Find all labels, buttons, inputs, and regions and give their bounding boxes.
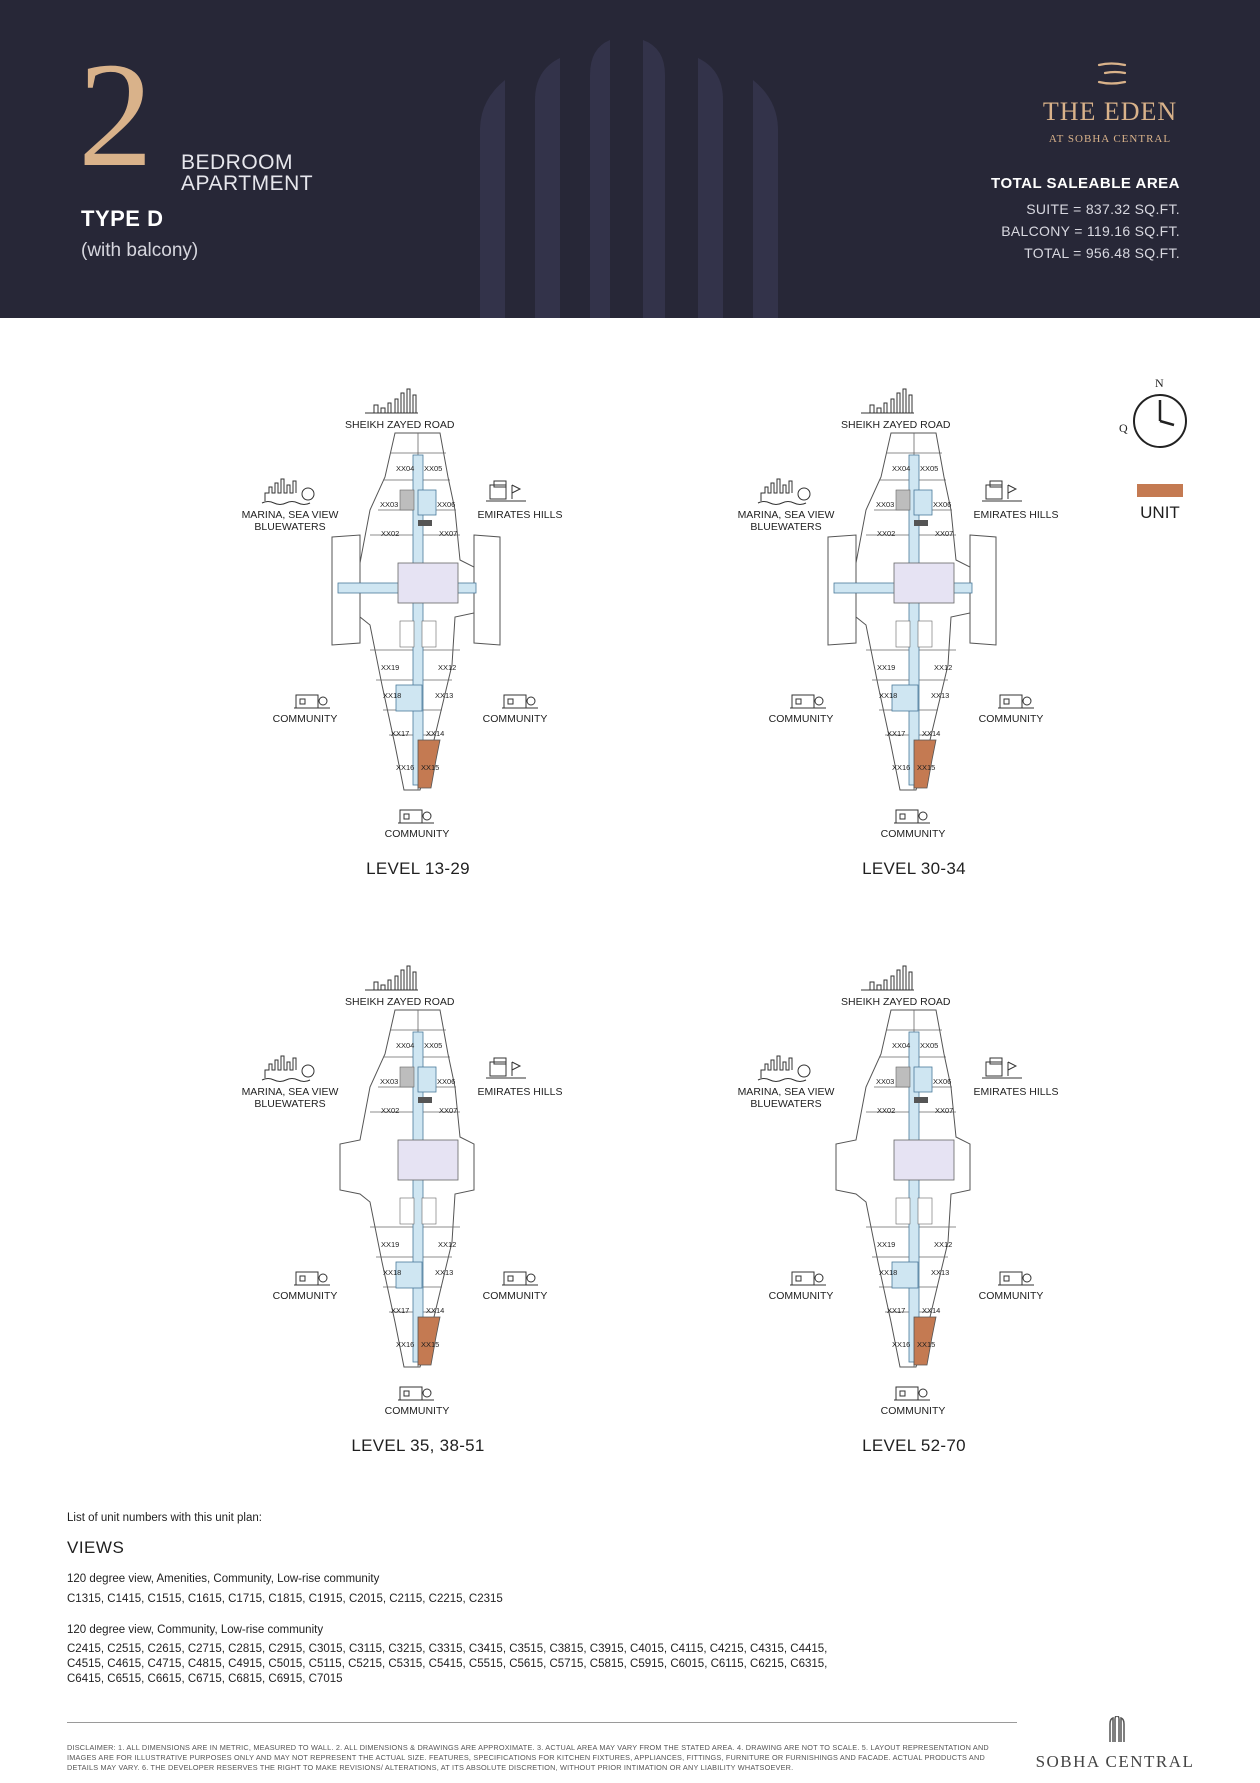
- header-banner: [0, 0, 1260, 318]
- label-emirates-hills: EMIRATES HILLS: [477, 1086, 563, 1098]
- unit-label: XX14: [922, 729, 941, 738]
- marina-city-icon: [262, 1056, 314, 1082]
- disclaimer: DISCLAIMER: 1. ALL DIMENSIONS ARE IN METRIC, MEASURED TO WALL. 2. ALL DIMENSIONS & DRAWINGS ARE APPROXIMATE. 3. ACTUAL AREA MAY VARY FROM THE STATED AREA. 4. DRAWING ARE NOT TO SCALE. 5. LAYOUT REPRESENTATION AND IMAGES ARE FOR ILLUSTRATIVE PURPOSES ONLY AND MAY NOT REPRESENT THE ACTUAL SIZE. FEATURES, SPECIFICATIONS FOR KITCHEN FIXTURES, APPLIANCES, FITTINGS, FURNITURE OR FURNISHINGS AND FACADE. ACTUAL PRODUCTS AND DETAILS MAY VARY. 6. THE DEVELOPER RESERVES THE RIGHT TO MAKE REVISIONS/ ALTERATIONS, AT ITS ABSOLUTE DISCRETION, WITHOUT PRIOR INTIMATION OR ANY LIABILITY WHATSOEVER.: [67, 1743, 989, 1772]
- label-bluewaters: BLUEWATERS: [750, 521, 822, 533]
- view-group-title: 120 degree view, Amenities, Community, Low-rise community: [67, 1573, 380, 1585]
- unit-label: XX03: [380, 1077, 399, 1086]
- label-sheikh-zayed-road: SHEIKH ZAYED ROAD: [345, 419, 455, 431]
- community-icon-left: [790, 1272, 826, 1285]
- unit-label: XX04: [892, 1041, 911, 1050]
- emirates-hills-icon: [486, 1058, 526, 1078]
- unit-label: XX02: [877, 1106, 896, 1115]
- unit-label: XX03: [876, 500, 895, 509]
- unit-label: XX06: [933, 1077, 952, 1086]
- unit-label: XX19: [381, 663, 400, 672]
- unit-label: XX17: [887, 1306, 906, 1315]
- unit-label: XX15: [917, 1340, 936, 1349]
- unit-label: XX16: [892, 1340, 911, 1349]
- unit-label: XX12: [438, 663, 457, 672]
- unit-list-intro: List of unit numbers with this unit plan:: [67, 1512, 262, 1524]
- community-icon-right: [502, 1272, 538, 1285]
- floor-plan-2: [686, 385, 1086, 905]
- unit-label: XX19: [877, 1240, 896, 1249]
- unit-label: XX04: [892, 464, 911, 473]
- unit-label: XX02: [381, 1106, 400, 1115]
- unit-label: XX16: [396, 763, 415, 772]
- view-group-units: C1315, C1415, C1515, C1615, C1715, C1815, C1915, C2015, C2115, C2215, C2315: [67, 1593, 503, 1605]
- community-icon-right: [502, 695, 538, 708]
- community-icon-bottom: [398, 810, 434, 823]
- level-title: LEVEL 35, 38-51: [351, 1436, 485, 1455]
- community-icon-left: [294, 695, 330, 708]
- unit-label: XX06: [437, 1077, 456, 1086]
- skyline-icon: [365, 966, 418, 990]
- label-community-bottom: COMMUNITY: [384, 1405, 450, 1417]
- label-community-right: COMMUNITY: [482, 713, 548, 725]
- unit-label: XX19: [877, 663, 896, 672]
- label-community-bottom: COMMUNITY: [384, 828, 450, 840]
- floor-plan-drawing: [190, 385, 590, 905]
- compass-north-letter: N: [1155, 376, 1164, 390]
- skyline-icon: [861, 389, 914, 413]
- marina-city-icon: [262, 479, 314, 505]
- floor-plan-drawing: [190, 962, 590, 1482]
- unit-label: XX06: [933, 500, 952, 509]
- area-suite: SUITE = 837.32 SQ.FT.: [1026, 201, 1180, 217]
- compass: [1118, 376, 1193, 461]
- unit-label: XX07: [935, 1106, 954, 1115]
- emirates-hills-icon: [982, 481, 1022, 501]
- community-icon-left: [790, 695, 826, 708]
- unit-label: XX16: [396, 1340, 415, 1349]
- unit-label: XX17: [887, 729, 906, 738]
- views-title: VIEWS: [67, 1538, 125, 1557]
- unit-label: XX05: [920, 464, 939, 473]
- marina-city-icon: [758, 1056, 810, 1082]
- floor-plan-drawing: [686, 962, 1086, 1482]
- emirates-hills-icon: [486, 481, 526, 501]
- label-marina-sea-view: MARINA, SEA VIEW: [737, 1086, 835, 1098]
- label-marina-sea-view: MARINA, SEA VIEW: [241, 1086, 339, 1098]
- label-community-left: COMMUNITY: [768, 1290, 834, 1302]
- area-title: TOTAL SALEABLE AREA: [991, 175, 1180, 192]
- label-community-left: COMMUNITY: [272, 713, 338, 725]
- marina-city-icon: [758, 479, 810, 505]
- label-community-right: COMMUNITY: [978, 713, 1044, 725]
- unit-label: XX07: [439, 1106, 458, 1115]
- floor-plan-1: [190, 385, 590, 905]
- unit-label: XX14: [426, 729, 445, 738]
- unit-label: XX13: [435, 1268, 454, 1277]
- unit-label: XX18: [383, 691, 402, 700]
- label-community-right: COMMUNITY: [978, 1290, 1044, 1302]
- unit-label: XX13: [931, 691, 950, 700]
- unit-label: XX02: [877, 529, 896, 538]
- unit-label: XX18: [879, 1268, 898, 1277]
- unit-type: TYPE D: [81, 206, 164, 231]
- label-bluewaters: BLUEWATERS: [750, 1098, 822, 1110]
- unit-label: XX19: [381, 1240, 400, 1249]
- level-title: LEVEL 30-34: [862, 859, 966, 878]
- unit-label: XX14: [922, 1306, 941, 1315]
- floor-plan-4: [686, 962, 1086, 1482]
- label-emirates-hills: EMIRATES HILLS: [973, 509, 1059, 521]
- label-sheikh-zayed-road: SHEIKH ZAYED ROAD: [841, 996, 951, 1008]
- unit-label: XX18: [383, 1268, 402, 1277]
- floor-plan-3: [190, 962, 590, 1482]
- unit-label: XX14: [426, 1306, 445, 1315]
- unit-label: XX07: [439, 529, 458, 538]
- sobha-logo-icon: [1108, 1716, 1126, 1742]
- view-group-title: 120 degree view, Community, Low-rise community: [67, 1624, 324, 1636]
- label-marina-sea-view: MARINA, SEA VIEW: [737, 509, 835, 521]
- label-community-left: COMMUNITY: [272, 1290, 338, 1302]
- label-marina-sea-view: MARINA, SEA VIEW: [241, 509, 339, 521]
- unit-label: XX04: [396, 1041, 415, 1050]
- compass-icon: [1118, 376, 1193, 456]
- area-total: TOTAL = 956.48 SQ.FT.: [1024, 245, 1180, 261]
- unit-label: XX13: [931, 1268, 950, 1277]
- community-icon-bottom: [398, 1387, 434, 1400]
- unit-label: XX04: [396, 464, 415, 473]
- unit-label: XX06: [437, 500, 456, 509]
- unit-label: XX15: [421, 763, 440, 772]
- unit-label: XX03: [380, 500, 399, 509]
- unit-label: XX12: [934, 1240, 953, 1249]
- skyline-icon: [365, 389, 418, 413]
- label-emirates-hills: EMIRATES HILLS: [477, 509, 563, 521]
- building-arches-graphic: [480, 40, 780, 318]
- unit-label: XX02: [381, 529, 400, 538]
- unit-label: XX17: [391, 1306, 410, 1315]
- community-icon-right: [998, 695, 1034, 708]
- compass-west-letter: Q: [1119, 421, 1128, 435]
- level-title: LEVEL 13-29: [366, 859, 470, 878]
- floor-plan-drawing: [686, 385, 1086, 905]
- unit-label: XX12: [438, 1240, 457, 1249]
- unit-label: XX17: [391, 729, 410, 738]
- footer-brand: SOBHA CENTRAL: [1035, 1752, 1195, 1771]
- label-bluewaters: BLUEWATERS: [254, 521, 326, 533]
- view-group-units: C2415, C2515, C2615, C2715, C2815, C2915, C3015, C3115, C3215, C3315, C3415, C3515, C3815, C3915, C4015, C4115, C4215, C4315, C4415, C4515, C4615, C4715, C4815, C4915, C5015, C5115, C5215, C5315, C5415, C5515, C5615, C5715, C5815, C5915, C6015, C6115, C6215, C6315, C6415, C6515, C6615, C6715, C6815, C6915, C7015: [67, 1643, 828, 1685]
- community-icon-right: [998, 1272, 1034, 1285]
- unit-label: XX15: [421, 1340, 440, 1349]
- label-community-right: COMMUNITY: [482, 1290, 548, 1302]
- emirates-hills-icon: [982, 1058, 1022, 1078]
- unit-label: XX05: [424, 464, 443, 473]
- unit-label: XX18: [879, 691, 898, 700]
- community-icon-bottom: [894, 810, 930, 823]
- unit-label: XX16: [892, 763, 911, 772]
- unit-label: XX13: [435, 691, 454, 700]
- skyline-icon: [861, 966, 914, 990]
- unit-label: XX05: [920, 1041, 939, 1050]
- unit-legend-swatch: [1137, 484, 1183, 497]
- unit-legend-label: UNIT: [1140, 503, 1180, 522]
- area-balcony: BALCONY = 119.16 SQ.FT.: [1001, 223, 1180, 239]
- community-icon-bottom: [894, 1387, 930, 1400]
- unit-type-subtitle: (with balcony): [81, 240, 199, 261]
- bedroom-apartment-label: BEDROOM APARTMENT: [181, 151, 314, 195]
- label-sheikh-zayed-road: SHEIKH ZAYED ROAD: [841, 419, 951, 431]
- unit-label: XX15: [917, 763, 936, 772]
- footer-divider: [67, 1722, 1017, 1723]
- label-community-left: COMMUNITY: [768, 713, 834, 725]
- unit-label: XX05: [424, 1041, 443, 1050]
- eden-logo-icon: [1093, 62, 1129, 86]
- unit-label: XX07: [935, 529, 954, 538]
- label-community-bottom: COMMUNITY: [880, 1405, 946, 1417]
- label-community-bottom: COMMUNITY: [880, 828, 946, 840]
- unit-label: XX12: [934, 663, 953, 672]
- label-sheikh-zayed-road: SHEIKH ZAYED ROAD: [345, 996, 455, 1008]
- label-emirates-hills: EMIRATES HILLS: [973, 1086, 1059, 1098]
- unit-label: XX03: [876, 1077, 895, 1086]
- community-icon-left: [294, 1272, 330, 1285]
- level-title: LEVEL 52-70: [862, 1436, 966, 1455]
- brand-subtitle: AT SOBHA CENTRAL: [1048, 133, 1172, 145]
- bedroom-count: 2: [78, 32, 153, 198]
- brand-name: THE EDEN: [1042, 97, 1178, 126]
- label-bluewaters: BLUEWATERS: [254, 1098, 326, 1110]
